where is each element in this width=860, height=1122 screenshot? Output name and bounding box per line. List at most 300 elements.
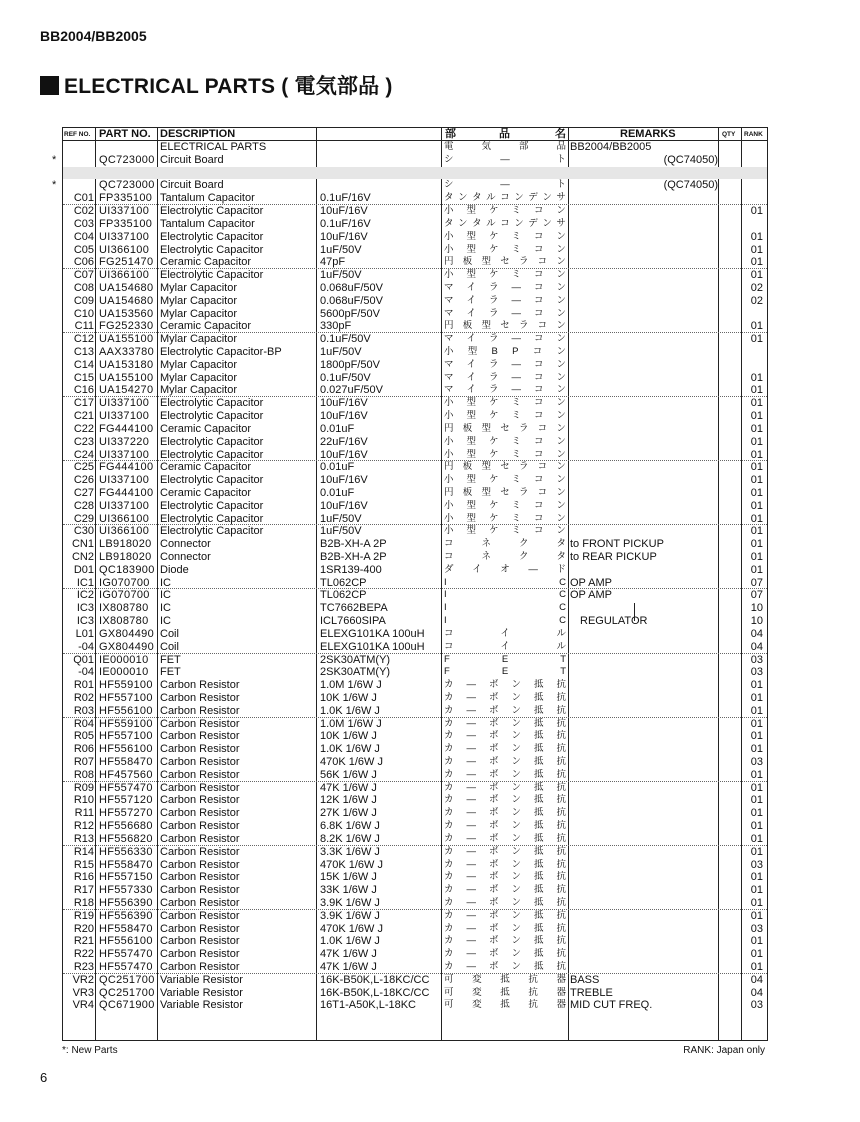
cell-rank: 01 — [750, 538, 763, 551]
jp-char: コ — [533, 333, 544, 345]
cell-desc: FET — [160, 666, 181, 679]
cell-jp-name — [444, 923, 566, 936]
jp-char: コ — [533, 243, 544, 255]
cell-desc: Mylar Capacitor — [160, 384, 238, 397]
jp-char: タ — [556, 551, 566, 562]
cell-rank: 01 — [750, 909, 763, 922]
cell-spec: 10uF/16V — [320, 410, 368, 423]
cell-part: IE000010 — [99, 666, 149, 679]
cell-ref: C22 — [73, 422, 94, 435]
jp-char: ン — [511, 704, 521, 716]
jp-char: 電 — [444, 141, 454, 152]
jp-char: C — [559, 589, 566, 601]
cell-jp-name — [444, 192, 566, 205]
cell-part: HF557470 — [99, 781, 153, 794]
table-row — [63, 308, 767, 321]
jp-char: — — [466, 704, 476, 716]
cell-jp-name — [444, 461, 566, 474]
jp-char: カ — [444, 704, 454, 716]
jp-char: コ — [500, 217, 510, 229]
table-row — [63, 987, 767, 1000]
cell-jp-name — [444, 897, 566, 910]
jp-char: ン — [556, 333, 566, 345]
jp-char: ン — [556, 346, 566, 357]
cell-desc: Carbon Resistor — [160, 704, 240, 717]
header-jp-1: 部 — [445, 128, 456, 140]
cell-desc: Carbon Resistor — [160, 743, 240, 756]
jp-char: 抵 — [533, 820, 544, 832]
jp-char: ン — [556, 397, 566, 409]
cell-desc: Carbon Resistor — [160, 756, 240, 768]
table-row — [63, 577, 767, 590]
jp-char: 型 — [467, 346, 478, 357]
cell-spec: 1uF/50V — [320, 525, 362, 538]
cell-desc: Electrolytic Capacitor — [160, 205, 264, 218]
jp-char: カ — [444, 679, 454, 691]
jp-char: ボ — [488, 717, 499, 729]
cell-spec: 0.1uF/16V — [320, 217, 371, 230]
cell-spec: 16K-B50K,L-18KC/CC — [320, 986, 430, 999]
jp-char: タ — [472, 192, 482, 204]
cell-part: HF557470 — [99, 961, 153, 973]
table-row — [63, 333, 767, 346]
table-row — [63, 910, 767, 923]
table-row — [63, 372, 767, 385]
jp-char: ミ — [511, 410, 521, 422]
jp-char: 型 — [481, 320, 491, 332]
cell-part: IG070700 — [99, 576, 150, 589]
cell-part: QC183900 — [99, 563, 155, 576]
jp-char: 抵 — [533, 756, 544, 767]
jp-char: 板 — [462, 256, 473, 268]
jp-char: ン — [511, 935, 521, 947]
cell-part: UI337100 — [99, 448, 150, 461]
cell-jp-name — [444, 525, 566, 538]
jp-char: コ — [444, 551, 454, 562]
cell-part: QC251700 — [99, 986, 155, 999]
cell-rank: 03 — [750, 756, 763, 768]
jp-char: 型 — [466, 410, 476, 422]
jp-char: 型 — [481, 461, 491, 473]
cell-rank: 01 — [750, 961, 763, 973]
jp-char: タ — [444, 217, 454, 229]
table-row — [63, 935, 767, 948]
cell-jp-name — [444, 256, 566, 269]
cell-desc: Electrolytic Capacitor — [160, 230, 264, 243]
jp-char: — — [466, 935, 476, 947]
cell-desc: Carbon Resistor — [160, 807, 240, 820]
cell-jp-name — [444, 449, 566, 462]
cell-rank: 01 — [750, 499, 763, 512]
jp-char: カ — [444, 730, 454, 742]
jp-char: B — [491, 346, 498, 357]
jp-char: イ — [466, 358, 477, 370]
cell-ref: R06 — [73, 743, 94, 756]
cell-spec: 56K 1/6W J — [320, 768, 377, 781]
cell-part: FG252330 — [99, 320, 154, 333]
cell-ref: C13 — [73, 346, 94, 358]
jp-char: 型 — [466, 397, 476, 409]
jp-char: 小 — [444, 512, 454, 524]
cell-spec: 47K 1/6W J — [320, 948, 377, 961]
cell-desc: ELECTRICAL PARTS — [160, 141, 267, 153]
cell-rank: 01 — [750, 397, 763, 410]
jp-char: ボ — [488, 922, 499, 934]
page-number: 6 — [40, 1070, 48, 1085]
cell-rank: 01 — [750, 781, 763, 794]
jp-char: ン — [556, 320, 566, 332]
cell-desc: Electrolytic Capacitor — [160, 269, 264, 282]
jp-char: ン — [556, 461, 566, 473]
jp-char: カ — [444, 909, 454, 921]
table-row — [63, 961, 767, 974]
table-row — [63, 154, 767, 167]
jp-char: サ — [556, 217, 566, 229]
jp-char: ラ — [489, 358, 499, 370]
new-part-mark: * — [52, 179, 57, 192]
jp-char: ン — [511, 948, 521, 960]
cell-desc: Electrolytic Capacitor — [160, 525, 264, 538]
cell-desc: Electrolytic Capacitor — [160, 435, 264, 448]
jp-char: カ — [444, 896, 454, 908]
cell-rank: 01 — [750, 896, 763, 909]
jp-char: カ — [444, 756, 454, 767]
jp-char: ン — [556, 499, 566, 511]
cell-jp-name — [444, 948, 566, 961]
cell-desc: Mylar Capacitor — [160, 371, 238, 384]
cell-rem: OP AMP — [570, 576, 612, 589]
cell-rank: 01 — [750, 410, 763, 423]
jp-char: ラ — [489, 333, 499, 345]
jp-char: 可 — [444, 999, 454, 1011]
jp-char: 変 — [472, 999, 482, 1011]
cell-jp-name — [444, 346, 566, 359]
cell-jp-name — [444, 205, 566, 218]
jp-char: — — [466, 756, 476, 767]
table-row — [63, 410, 767, 423]
table-row — [63, 436, 767, 449]
cell-jp-name — [444, 589, 566, 602]
cell-jp-name — [444, 961, 566, 974]
cell-rem: REGULATOR — [580, 615, 648, 628]
jp-char: — — [466, 820, 476, 832]
jp-char: コ — [533, 435, 544, 447]
cell-jp-name — [444, 846, 566, 859]
jp-char: 型 — [466, 243, 476, 255]
cell-spec: 47K 1/6W J — [320, 781, 377, 794]
jp-char: 可 — [444, 973, 454, 985]
cell-ref: C12 — [73, 333, 94, 346]
cell-ref: R03 — [73, 704, 94, 717]
jp-char: カ — [444, 717, 454, 729]
jp-char: 抗 — [556, 679, 566, 691]
header-part: PART NO. — [99, 128, 151, 140]
jp-char: 小 — [444, 269, 454, 281]
jp-char: ミ — [511, 525, 521, 537]
cell-spec: 10uF/16V — [320, 448, 368, 461]
cell-rank: 10 — [750, 615, 763, 628]
cell-spec: 6.8K 1/6W J — [320, 820, 380, 833]
cell-rem: (QC74050) — [663, 179, 718, 192]
cell-spec: 3.9K 1/6W J — [320, 896, 380, 909]
cell-part: UI337100 — [99, 499, 150, 512]
cell-jp-name — [444, 295, 566, 308]
jp-char: ミ — [511, 435, 521, 447]
jp-char: 抗 — [556, 820, 566, 832]
jp-char: ボ — [488, 884, 499, 896]
jp-char: 円 — [444, 320, 454, 332]
cell-spec: 0.1uF/50V — [320, 333, 371, 346]
cell-rem: BB2004/BB2005 — [570, 141, 652, 153]
cell-desc: Coil — [160, 627, 179, 640]
jp-char: 器 — [556, 999, 566, 1011]
cell-part: HF559100 — [99, 679, 153, 692]
jp-char: ン — [514, 192, 524, 204]
cell-jp-name — [444, 397, 566, 410]
cell-desc: Tantalum Capacitor — [160, 217, 255, 230]
cell-spec: 8.2K 1/6W J — [320, 832, 380, 845]
table-row — [63, 884, 767, 897]
cell-desc: Carbon Resistor — [160, 768, 240, 781]
cell-desc: Electrolytic Capacitor — [160, 512, 264, 525]
cell-spec: ELEXG101KA 100uH — [320, 627, 425, 640]
jp-char: 部 — [518, 141, 529, 152]
jp-char: 板 — [462, 461, 473, 473]
cell-desc: Mylar Capacitor — [160, 281, 238, 294]
cell-ref: IC3 — [76, 602, 94, 615]
model-name: BB2004/BB2005 — [40, 28, 147, 44]
cell-rank: 04 — [750, 973, 763, 986]
cell-spec: 16K-B50K,L-18KC/CC — [320, 973, 430, 986]
jp-char: 型 — [481, 486, 491, 498]
jp-char: ン — [556, 525, 566, 537]
jp-char: カ — [444, 922, 454, 934]
table-row — [63, 692, 767, 705]
jp-char: サ — [556, 192, 566, 204]
cell-spec: 2SK30ATM(Y) — [320, 666, 391, 679]
cell-ref: R21 — [73, 935, 94, 948]
cell-jp-name — [444, 359, 566, 372]
jp-char: 抗 — [556, 756, 566, 767]
cell-jp-name — [444, 218, 566, 231]
jp-char: ル — [556, 627, 566, 639]
cell-ref: CN1 — [71, 538, 94, 551]
jp-char: C — [559, 576, 566, 588]
table-row — [63, 705, 767, 718]
cell-ref: R14 — [73, 845, 94, 858]
cell-part: UI337100 — [99, 410, 150, 423]
cell-part: FG251470 — [99, 256, 154, 269]
cell-desc: Carbon Resistor — [160, 845, 240, 858]
cell-spec: 1800pF/50V — [320, 358, 380, 371]
cell-jp-name — [444, 641, 566, 654]
table-row — [63, 923, 767, 936]
jp-char: ト — [556, 153, 566, 165]
jp-char: イ — [466, 333, 477, 345]
cell-rank: 01 — [750, 807, 763, 820]
cell-desc: Carbon Resistor — [160, 935, 240, 948]
jp-char: マ — [444, 294, 454, 306]
jp-char: 小 — [444, 205, 454, 217]
jp-char: 抗 — [556, 922, 566, 934]
jp-char: 抗 — [556, 743, 566, 755]
cell-jp-name — [444, 859, 566, 872]
jp-char: — — [466, 768, 476, 780]
cell-rank: 01 — [750, 525, 763, 538]
table-row — [63, 384, 767, 397]
cell-part: HF556330 — [99, 845, 153, 858]
cell-rem: OP AMP — [570, 589, 612, 602]
table-row — [63, 807, 767, 820]
cell-spec: 470K 1/6W J — [320, 858, 383, 871]
cell-part: UI366100 — [99, 269, 150, 282]
cell-jp-name — [444, 756, 566, 769]
jp-char: コ — [533, 397, 544, 409]
cell-ref: VR3 — [72, 986, 94, 999]
cell-part: FG444100 — [99, 461, 154, 474]
table-row — [63, 449, 767, 462]
table-row — [63, 859, 767, 872]
jp-char: デ — [528, 217, 538, 229]
jp-char: ン — [556, 205, 566, 217]
jp-char: 抵 — [533, 935, 544, 947]
cell-rank: 01 — [750, 704, 763, 717]
cell-desc: Electrolytic Capacitor-BP — [160, 346, 282, 358]
cell-spec: TC7662BEPA — [320, 602, 388, 615]
jp-char: ミ — [511, 474, 521, 486]
cell-part: QC671900 — [99, 999, 155, 1012]
cell-ref: R02 — [73, 691, 94, 704]
jp-char: コ — [500, 192, 510, 204]
jp-char: コ — [444, 627, 454, 639]
jp-char: 抗 — [556, 884, 566, 896]
jp-char: 抗 — [556, 781, 566, 793]
jp-char: 抵 — [533, 961, 544, 972]
cell-jp-name — [444, 474, 566, 487]
cell-jp-name — [444, 730, 566, 743]
jp-char: ン — [556, 422, 566, 434]
jp-char: — — [466, 832, 476, 844]
cell-spec: 0.1uF/50V — [320, 371, 371, 384]
cell-rank: 01 — [750, 243, 763, 256]
jp-char: ン — [514, 217, 524, 229]
table-row — [63, 615, 767, 628]
jp-char: コ — [533, 410, 544, 422]
cell-desc: Carbon Resistor — [160, 691, 240, 704]
jp-char: イ — [500, 627, 510, 639]
jp-char: 小 — [444, 474, 454, 486]
cell-spec: ICL7660SIPA — [320, 615, 386, 628]
cell-rank: 01 — [750, 422, 763, 435]
cell-ref: CN2 — [71, 551, 94, 563]
cell-jp-name — [444, 935, 566, 948]
jp-char: ボ — [488, 858, 499, 870]
cell-desc: Carbon Resistor — [160, 896, 240, 909]
cell-spec: 2SK30ATM(Y) — [320, 653, 391, 666]
cell-rank: 01 — [750, 512, 763, 525]
cell-part: HF559100 — [99, 717, 153, 730]
jp-char: 抵 — [500, 999, 510, 1011]
cell-jp-name — [444, 871, 566, 884]
jp-char: ラ — [489, 281, 499, 293]
jp-char: ボ — [488, 743, 499, 755]
cell-rank: 01 — [750, 269, 763, 282]
jp-char: ボ — [488, 845, 499, 857]
jp-char: ミ — [511, 205, 521, 217]
cell-rank: 01 — [750, 435, 763, 448]
jp-char: 抗 — [556, 935, 566, 947]
jp-char: — — [466, 871, 476, 883]
cell-part: QC251700 — [99, 973, 155, 986]
cell-rank: 01 — [750, 717, 763, 730]
cell-spec: 1.0K 1/6W J — [320, 704, 380, 717]
jp-char: ン — [511, 922, 521, 934]
jp-char: ケ — [488, 512, 499, 524]
cell-desc: Mylar Capacitor — [160, 294, 238, 307]
jp-char: 型 — [466, 499, 476, 511]
cell-ref: -04 — [78, 666, 94, 679]
cell-spec: 470K 1/6W J — [320, 922, 383, 935]
table-row — [63, 320, 767, 333]
cell-part: HF557270 — [99, 807, 153, 820]
cell-spec: 0.01uF — [320, 422, 355, 435]
table-row — [63, 846, 767, 859]
cell-part: UI366100 — [99, 525, 150, 538]
jp-char: 抗 — [556, 896, 566, 908]
jp-char: — — [466, 781, 476, 793]
cell-part: HF557330 — [99, 884, 153, 897]
cell-rank: 01 — [750, 448, 763, 461]
jp-char: イ — [466, 384, 477, 396]
jp-char: コ — [533, 294, 544, 306]
jp-char: ボ — [488, 948, 499, 960]
cell-desc: Ceramic Capacitor — [160, 422, 252, 435]
cell-rank: 04 — [750, 986, 763, 999]
jp-char: 板 — [462, 320, 473, 332]
jp-char: タ — [444, 192, 454, 204]
jp-char: ラ — [518, 461, 529, 473]
cell-jp-name — [444, 807, 566, 820]
table-row — [63, 974, 767, 987]
cell-jp-name — [444, 782, 566, 795]
cell-spec: 10uF/16V — [320, 205, 368, 218]
jp-char: マ — [444, 333, 454, 345]
jp-char: — — [466, 884, 476, 896]
jp-char: — — [466, 896, 476, 908]
jp-char: 抵 — [533, 832, 544, 844]
jp-char: 抗 — [556, 961, 566, 972]
table-row — [63, 538, 767, 551]
jp-char: ネ — [481, 538, 491, 550]
jp-char: タ — [556, 538, 566, 550]
cell-desc: Carbon Resistor — [160, 820, 240, 833]
table-header — [63, 128, 767, 141]
jp-char: タ — [472, 217, 482, 229]
jp-char: ン — [511, 884, 521, 896]
cell-ref: VR4 — [72, 999, 94, 1012]
jp-char: ミ — [511, 448, 521, 460]
cell-ref: R07 — [73, 756, 94, 768]
jp-char: 抵 — [533, 871, 544, 883]
cell-desc: Electrolytic Capacitor — [160, 474, 264, 487]
jp-char: オ — [500, 563, 510, 575]
cell-part: UI366100 — [99, 243, 150, 256]
table-row — [63, 743, 767, 756]
jp-char: ボ — [488, 781, 499, 793]
cell-spec: B2B-XH-A 2P — [320, 538, 387, 551]
cell-part: HF556680 — [99, 820, 153, 833]
jp-char: ケ — [488, 448, 499, 460]
